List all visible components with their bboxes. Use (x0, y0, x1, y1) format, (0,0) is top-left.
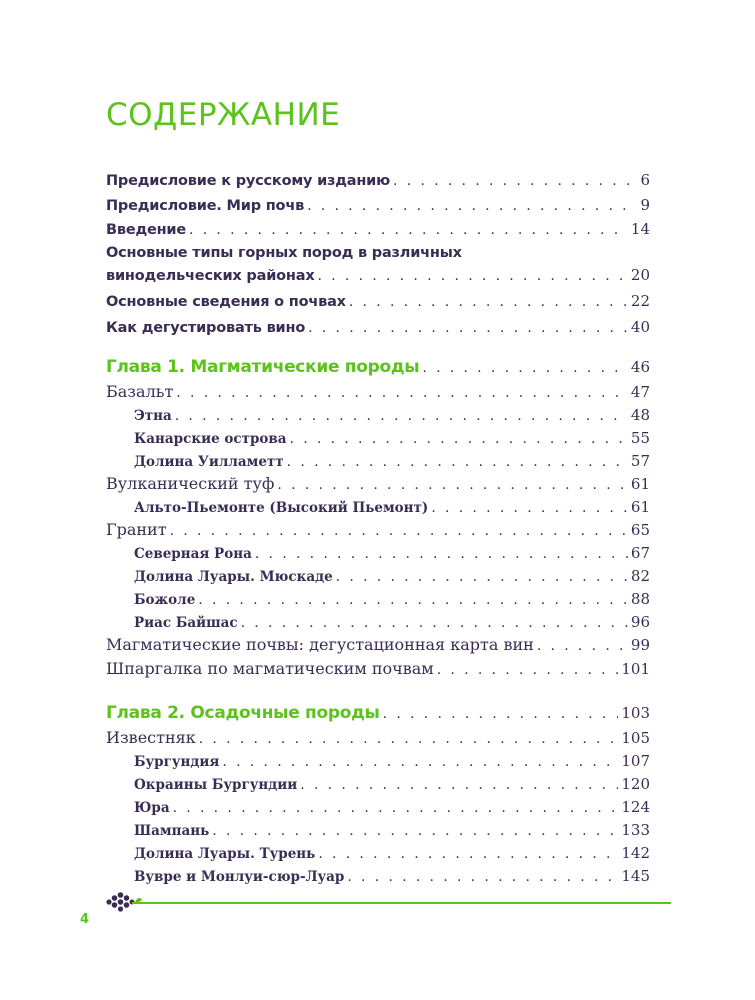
footer-divider (132, 902, 671, 904)
toc-subsection-label: Этна (134, 408, 172, 424)
toc-entry-page: 133 (621, 821, 650, 839)
toc-section-label: Магматические почвы: дегустационная карта вин (106, 635, 534, 654)
toc-entry-page: 61 (630, 475, 650, 493)
leader-dots (222, 754, 618, 770)
leader-dots (317, 268, 627, 284)
toc-section-entry[interactable] (106, 635, 650, 654)
toc-entry-page: 6 (640, 171, 650, 189)
toc-entry-page: 145 (621, 867, 650, 885)
toc-chapter-entry[interactable] (106, 357, 650, 377)
toc-subsection-entry[interactable] (134, 775, 650, 793)
toc-entry-page: 65 (630, 521, 650, 539)
leader-dots (198, 592, 628, 608)
leader-dots (336, 569, 628, 585)
toc-subsection-label: Долина Луары. Мюскаде (134, 569, 333, 585)
toc-entry-page: 124 (621, 798, 650, 816)
toc-section-label: Шпаргалка по магматическим почвам (106, 659, 434, 678)
toc-subsection-label: Долина Уилламетт (134, 454, 284, 470)
toc-subsection-label: Северная Рона (134, 546, 252, 562)
leader-dots (347, 869, 618, 885)
page-number: 4 (80, 912, 90, 927)
toc-subsection-entry[interactable] (134, 544, 650, 562)
toc-subsection-entry[interactable] (134, 498, 650, 516)
toc-entry-page: 46 (630, 358, 650, 376)
toc-subsection-label: Долина Луары. Турень (134, 846, 316, 862)
toc-entry-label: Основные сведения о почвах (106, 294, 346, 310)
toc-subsection-label: Риас Байшас (134, 615, 238, 631)
toc-entry-page: 22 (630, 292, 650, 310)
leader-dots (189, 222, 628, 238)
leader-dots (199, 731, 619, 747)
toc-subsection-entry[interactable] (134, 821, 650, 839)
leader-dots (170, 523, 628, 539)
toc-entry-page: 61 (630, 498, 650, 516)
toc-entry-label: Предисловие. Мир почв (106, 198, 305, 214)
toc-section-entry[interactable] (106, 728, 650, 747)
toc-entry-page: 82 (630, 567, 650, 585)
toc-entry-label: Как дегустировать вино (106, 320, 306, 336)
toc-entry[interactable] (106, 318, 650, 336)
leader-dots (307, 198, 637, 214)
toc-entry[interactable] (106, 220, 650, 238)
toc-section-entry[interactable] (106, 659, 650, 678)
toc-entry-page: 48 (630, 406, 650, 424)
leader-dots (393, 173, 637, 189)
leader-dots (422, 360, 628, 376)
leader-dots (255, 546, 628, 562)
toc-entry-page: 105 (621, 729, 650, 747)
toc-subsection-label: Шампань (134, 823, 210, 839)
toc-section-label: Базальт (106, 382, 174, 401)
toc-section-entry[interactable] (106, 382, 650, 401)
toc-entry-page: 101 (621, 660, 650, 678)
toc-subsection-entry[interactable] (134, 844, 650, 862)
leader-dots (212, 823, 618, 839)
toc-subsection-entry[interactable] (134, 406, 650, 424)
toc-subsection-entry[interactable] (134, 452, 650, 470)
leader-dots (318, 846, 618, 862)
toc-chapter-entry[interactable] (106, 703, 650, 723)
toc-entry-page: 47 (630, 383, 650, 401)
toc-entry-label: винодельческих районах (106, 268, 315, 284)
leader-dots (437, 662, 619, 678)
toc-subsection-label: Окраины Бургундии (134, 777, 298, 793)
leader-dots (277, 477, 627, 493)
toc-subsection-label: Юра (134, 800, 170, 816)
toc-subsection-label: Канарские острова (134, 431, 287, 447)
toc-section-label: Гранит (106, 520, 167, 539)
toc-entry-label: Предисловие к русскому изданию (106, 173, 391, 189)
leader-dots (300, 777, 618, 793)
toc-entry-page: 40 (630, 318, 650, 336)
toc-entry-page: 120 (621, 775, 650, 793)
leader-dots (176, 385, 628, 401)
toc-entry-page: 57 (630, 452, 650, 470)
leader-dots (287, 454, 628, 470)
toc-subsection-label: Альто-Пьемонте (Высокий Пьемонт) (134, 500, 429, 516)
toc-entry-page: 88 (630, 590, 650, 608)
toc-section-entry[interactable] (106, 474, 650, 493)
toc-entry-page: 99 (630, 636, 650, 654)
toc-section-label: Вулканический туф (106, 474, 275, 493)
toc-entry-page: 9 (640, 196, 650, 214)
toc-subsection-entry[interactable] (134, 798, 650, 816)
toc-entry-page: 67 (630, 544, 650, 562)
leader-dots (290, 431, 628, 447)
leader-dots (308, 320, 628, 336)
page-title: СОДЕРЖАНИЕ (106, 97, 341, 133)
toc-subsection-entry[interactable] (134, 752, 650, 770)
toc-entry[interactable] (106, 292, 650, 310)
toc-section-entry[interactable] (106, 520, 650, 539)
toc-entry[interactable] (106, 196, 650, 214)
toc-entry-page: 142 (621, 844, 650, 862)
toc-entry-page: 20 (630, 266, 650, 284)
toc-entry-page: 103 (621, 704, 650, 722)
toc-subsection-entry[interactable] (134, 429, 650, 447)
toc-entry-page: 55 (630, 429, 650, 447)
toc-chapter-label: Глава 2. Осадочные породы (106, 703, 380, 723)
toc-entry-page: 107 (621, 752, 650, 770)
toc-subsection-entry[interactable] (134, 567, 650, 585)
toc-entry-label: Введение (106, 222, 187, 238)
toc-chapter-label: Глава 1. Магматические породы (106, 357, 420, 377)
toc-subsection-entry[interactable] (134, 613, 650, 631)
leader-dots (175, 408, 628, 424)
toc-subsection-label: Божоле (134, 592, 196, 608)
toc-entry-label-line1: Основные типы горных пород в различных (106, 245, 462, 261)
toc-subsection-label: Вувре и Монлуи-сюр-Луар (134, 869, 345, 885)
leader-dots (241, 615, 628, 631)
leader-dots (537, 638, 628, 654)
leader-dots (431, 500, 628, 516)
toc-subsection-entry[interactable] (134, 867, 650, 885)
toc-subsection-label: Бургундия (134, 754, 220, 770)
toc-entry-page: 96 (630, 613, 650, 631)
leader-dots (383, 706, 619, 722)
toc-subsection-entry[interactable] (134, 590, 650, 608)
toc-section-label: Известняк (106, 728, 196, 747)
toc-entry-page: 14 (630, 220, 650, 238)
leader-dots (173, 800, 619, 816)
leader-dots (349, 294, 628, 310)
toc-entry[interactable] (106, 266, 650, 284)
toc-entry[interactable] (106, 171, 650, 189)
